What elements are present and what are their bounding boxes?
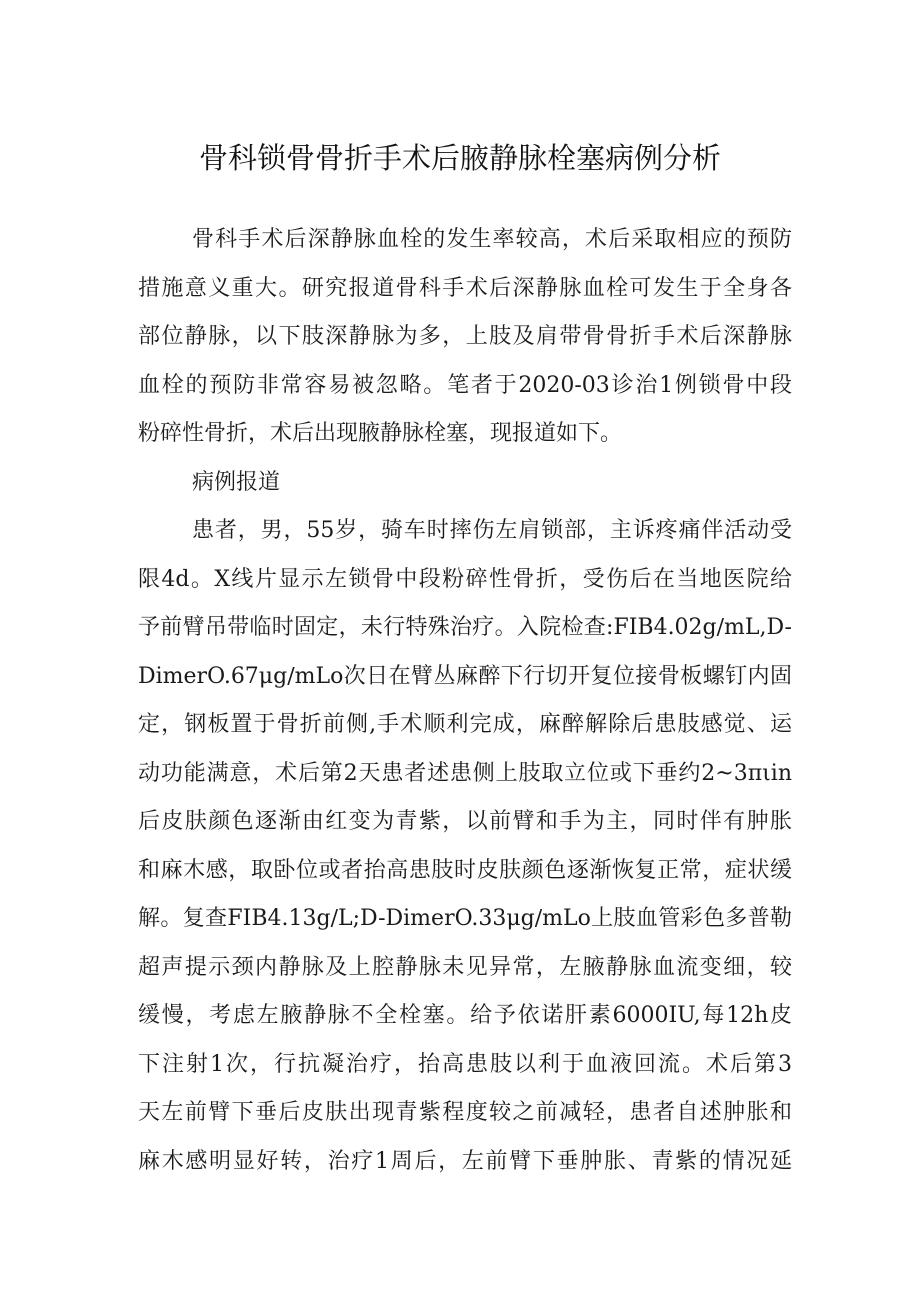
paragraph-line: 缓慢，考虑左腋静脉不全栓塞。给予依诺肝素6000IU,每12h皮 bbox=[138, 1003, 792, 1028]
paragraph-line: 予前臂吊带临时固定，未行特殊治疗。入院检查:FIB4.02g∕mL,D- bbox=[138, 615, 792, 640]
paragraph-line: 部位静脉，以下肢深静脉为多，上肢及肩带骨骨折手术后深静脉 bbox=[138, 324, 792, 349]
paragraph-line: 动功能满意，术后第2天患者述患侧上肢取立位或下垂约2~3πιin bbox=[138, 760, 792, 786]
paragraph-line: DimerO.67μg∕mLo次日在臂丛麻醉下行切开复位接骨板螺钉内固 bbox=[138, 663, 792, 689]
paragraph-line: 措施意义重大。研究报道骨科手术后深静脉血栓可发生于全身各 bbox=[138, 275, 792, 301]
paragraph-line: 解。复查FIB4.13g∕L;D-DimerO.33μg∕mLo上肢血管彩色多普勒 bbox=[138, 906, 792, 931]
paragraph-line: 下注射1次，行抗凝治疗，抬高患肢以利于血液回流。术后第3 bbox=[138, 1051, 792, 1077]
paragraph-line: 麻木感明显好转，治疗1周后，左前臂下垂肿胀、青紫的情况延 bbox=[138, 1148, 792, 1174]
paragraph-line: 超声提示颈内静脉及上腔静脉未见异常，左腋静脉血流变细，较 bbox=[138, 954, 792, 980]
paragraph-line: 患者，男，55岁，骑车时摔伤左肩锁部，主诉疼痛伴活动受 bbox=[192, 518, 792, 543]
paragraph-line: 血栓的预防非常容易被忽略。笔者于2020-03诊治1例锁骨中段 bbox=[138, 372, 792, 398]
paragraph-line: 后皮肤颜色逐渐由红变为青紫，以前臂和手为主，同时伴有肿胀 bbox=[138, 809, 792, 834]
paragraph-line: 限4d。X线片显示左锁骨中段粉碎性骨折，受伤后在当地医院给 bbox=[138, 566, 792, 592]
section-heading: 病例报道 bbox=[192, 469, 281, 495]
paragraph-line: 定，钢板置于骨折前侧,手术顺利完成，麻醉解除后患肢感觉、运 bbox=[138, 712, 792, 737]
document-body bbox=[138, 216, 792, 1186]
paragraph-line: 天左前臂下垂后皮肤出现青紫程度较之前减轻，患者自述肿胀和 bbox=[138, 1100, 792, 1125]
document-title: 骨科锁骨骨折手术后腋静脉栓塞病例分析 bbox=[198, 141, 721, 175]
paragraph-line: 和麻木感，取卧位或者抬高患肢时皮肤颜色逐渐恢复正常，症状缓 bbox=[138, 857, 792, 883]
paragraph-line: 粉碎性骨折，术后出现腋静脉栓塞，现报道如下。 bbox=[138, 421, 623, 446]
paragraph-line: 骨科手术后深静脉血栓的发生率较高，术后采取相应的预防 bbox=[192, 227, 792, 252]
